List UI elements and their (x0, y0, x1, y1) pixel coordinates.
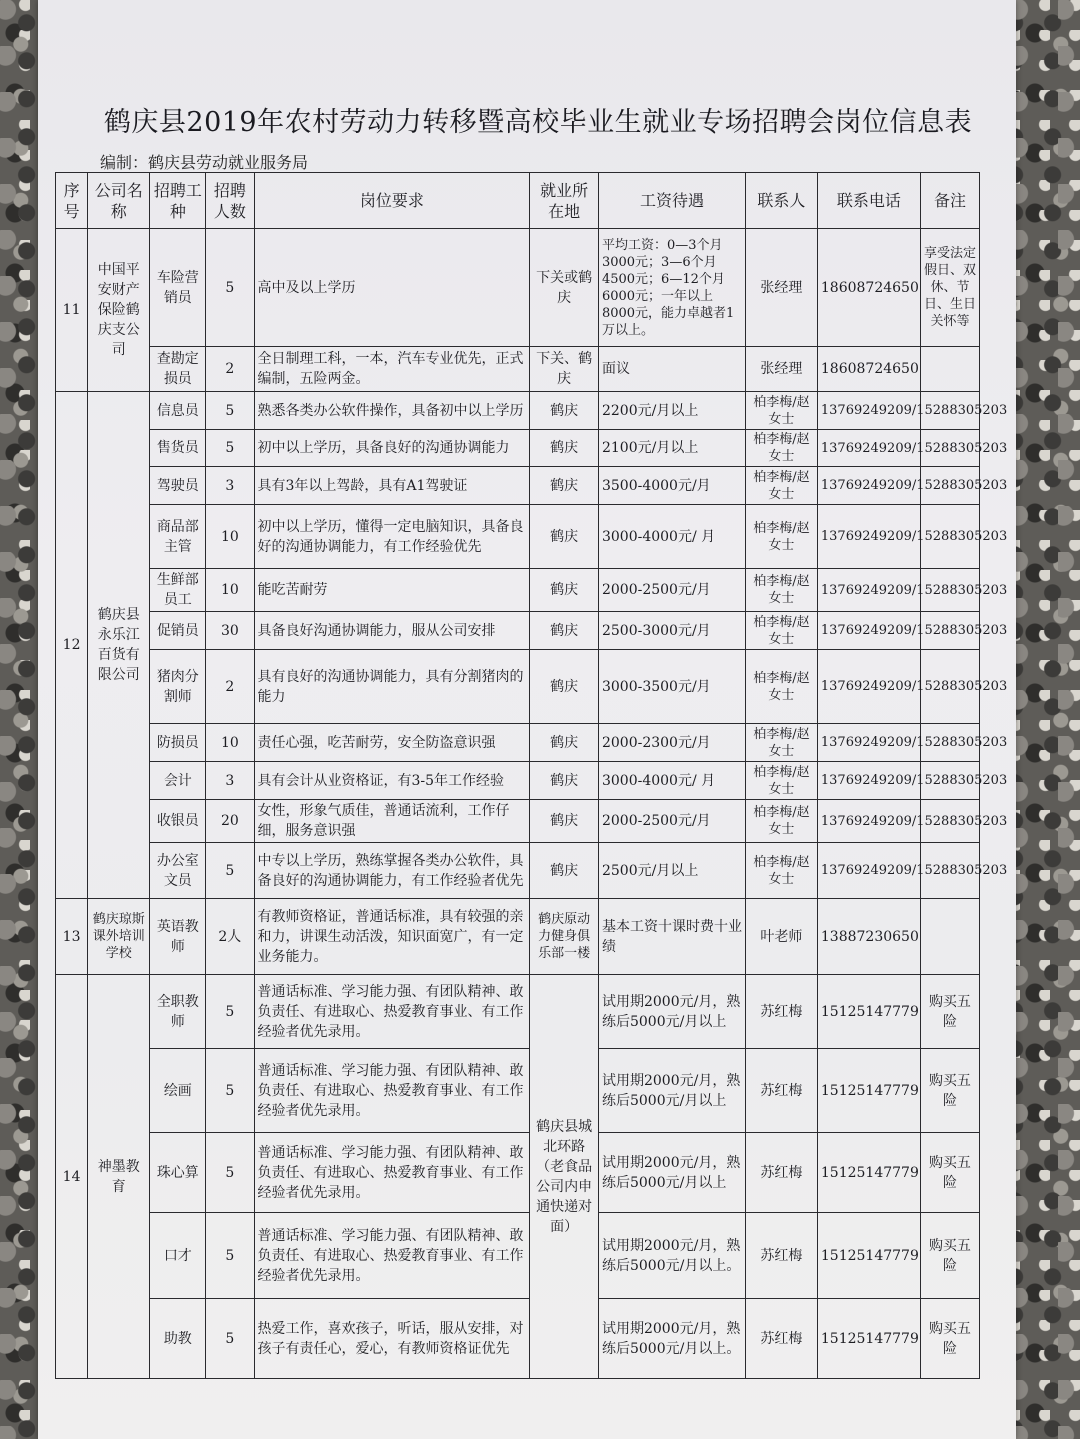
table-row (56, 899, 980, 975)
salary-cell: 2200元/月以上 (598, 392, 745, 430)
contact-cell: 柏李梅/赵女士 (745, 430, 817, 467)
phone-cell: 18608724650 (817, 229, 920, 347)
company-cell: 鹤庆县永乐江百货有限公司 (88, 392, 150, 899)
page-title: 鹤庆县2019年农村劳动力转移暨高校毕业生就业专场招聘会岗位信息表 (103, 107, 973, 138)
contact-cell: 柏李梅/赵女士 (745, 843, 817, 899)
phone-cell: 13769249209/15288305203 (817, 569, 920, 612)
requirement-cell: 初中以上学历，具备良好的沟通协调能力 (254, 430, 530, 467)
count-cell: 5 (206, 1133, 254, 1213)
requirement-cell: 具有3年以上驾龄，具有A1驾驶证 (254, 467, 530, 505)
requirement-cell: 熟悉各类办公软件操作，具备初中以上学历 (254, 392, 530, 430)
phone-cell: 13769249209/15288305203 (817, 650, 920, 724)
position-cell: 珠心算 (150, 1133, 206, 1213)
phone-cell: 15125147779 (817, 1133, 920, 1213)
count-cell: 5 (206, 1299, 254, 1379)
location-cell: 鹤庆 (530, 843, 599, 899)
contact-cell: 苏红梅 (745, 975, 817, 1049)
salary-cell: 面议 (598, 347, 745, 392)
phone-cell: 13769249209/15288305203 (817, 843, 920, 899)
count-cell: 5 (206, 392, 254, 430)
requirement-cell: 具备良好沟通协调能力，服从公司安排 (254, 612, 530, 650)
header-note: 备注 (920, 173, 979, 229)
requirement-cell: 具有良好的沟通协调能力，具有分割猪肉的能力 (254, 650, 530, 724)
position-cell: 促销员 (150, 612, 206, 650)
phone-cell: 13769249209/15288305203 (817, 724, 920, 762)
salary-cell: 基本工资十课时费十业绩 (598, 899, 745, 975)
header-salary: 工资待遇 (598, 173, 745, 229)
seq-cell: 13 (56, 899, 88, 975)
location-cell: 鹤庆 (530, 392, 599, 430)
phone-cell: 15125147779 (817, 1213, 920, 1299)
requirement-cell: 普通话标准、学习能力强、有团队精神、敢负责任、有进取心、热爱教育事业、有工作经验者优先录用。 (254, 1213, 530, 1299)
contact-cell: 叶老师 (745, 899, 817, 975)
contact-cell: 柏李梅/赵女士 (745, 612, 817, 650)
contact-cell: 柏李梅/赵女士 (745, 724, 817, 762)
company-cell: 神墨教育 (88, 975, 150, 1379)
phone-cell: 13769249209/15288305203 (817, 762, 920, 800)
position-cell: 商品部主管 (150, 505, 206, 569)
requirement-cell: 能吃苦耐劳 (254, 569, 530, 612)
location-cell: 鹤庆 (530, 467, 599, 505)
table-row (56, 762, 980, 800)
count-cell: 2 (206, 347, 254, 392)
location-cell: 鹤庆 (530, 724, 599, 762)
position-cell: 猪肉分割师 (150, 650, 206, 724)
salary-cell: 试用期2000元/月，熟练后5000元/月以上。 (598, 1213, 745, 1299)
header-seq: 序号 (56, 173, 88, 229)
header-contact: 联系人 (745, 173, 817, 229)
phone-cell: 13769249209/15288305203 (817, 392, 920, 430)
count-cell: 30 (206, 612, 254, 650)
position-cell: 信息员 (150, 392, 206, 430)
position-cell: 收银员 (150, 800, 206, 843)
note-cell (920, 899, 979, 975)
contact-cell: 柏李梅/赵女士 (745, 467, 817, 505)
note-cell: 购买五险 (920, 1213, 979, 1299)
requirement-cell: 女性，形象气质佳，普通话流利，工作仔细，服务意识强 (254, 800, 530, 843)
table-row (56, 505, 980, 569)
position-cell: 全职教师 (150, 975, 206, 1049)
phone-cell: 15125147779 (817, 1299, 920, 1379)
position-cell: 绘画 (150, 1049, 206, 1133)
table-row (56, 800, 980, 843)
count-cell: 3 (206, 467, 254, 505)
location-cell: 鹤庆 (530, 650, 599, 724)
seq-cell: 14 (56, 975, 88, 1379)
location-cell: 鹤庆 (530, 569, 599, 612)
phone-cell: 15125147779 (817, 1049, 920, 1133)
salary-cell: 平均工资：0—3个月3000元；3—6个月4500元；6—12个月6000元；一年以上8000元，能力卓越者1万以上。 (598, 229, 745, 347)
header-requirement: 岗位要求 (254, 173, 530, 229)
count-cell: 10 (206, 505, 254, 569)
salary-cell: 试用期2000元/月，熟练后5000元/月以上。 (598, 1299, 745, 1379)
salary-cell: 试用期2000元/月，熟练后5000元/月以上 (598, 975, 745, 1049)
contact-cell: 柏李梅/赵女士 (745, 392, 817, 430)
note-cell: 享受法定假日、双休、节日、生日关怀等 (920, 229, 979, 347)
table-row (56, 430, 980, 467)
requirement-cell: 有教师资格证，普通话标准，具有较强的亲和力，讲课生动活泼，知识面宽广，有一定业务能力。 (254, 899, 530, 975)
location-cell: 鹤庆原动力健身俱乐部一楼 (530, 899, 599, 975)
table-row (56, 1213, 980, 1299)
count-cell: 5 (206, 229, 254, 347)
salary-cell: 3500-4000元/月 (598, 467, 745, 505)
seq-cell: 12 (56, 392, 88, 899)
note-cell: 购买五险 (920, 1299, 979, 1379)
requirement-cell: 普通话标准、学习能力强、有团队精神、敢负责任、有进取心、热爱教育事业、有工作经验者优先录用。 (254, 1133, 530, 1213)
seq-cell: 11 (56, 229, 88, 392)
count-cell: 20 (206, 800, 254, 843)
requirement-cell: 中专以上学历，熟练掌握各类办公软件，具备良好的沟通协调能力，有工作经验者优先 (254, 843, 530, 899)
contact-cell: 苏红梅 (745, 1133, 817, 1213)
header-location: 就业所在地 (530, 173, 599, 229)
table-row (56, 612, 980, 650)
table-row (56, 975, 980, 1049)
location-cell: 鹤庆 (530, 800, 599, 843)
location-cell: 下关、鹤庆 (530, 347, 599, 392)
phone-cell: 13769249209/15288305203 (817, 505, 920, 569)
phone-cell: 13769249209/15288305203 (817, 800, 920, 843)
position-cell: 驾驶员 (150, 467, 206, 505)
salary-cell: 2100元/月以上 (598, 430, 745, 467)
requirement-cell: 热爱工作，喜欢孩子，听话，服从安排，对孩子有责任心，爱心，有教师资格证优先 (254, 1299, 530, 1379)
company-cell: 中国平安财产保险鹤庆支公司 (88, 229, 150, 392)
phone-cell: 13769249209/15288305203 (817, 612, 920, 650)
count-cell: 3 (206, 762, 254, 800)
contact-cell: 张经理 (745, 347, 817, 392)
position-cell: 办公室文员 (150, 843, 206, 899)
table-row (56, 229, 980, 347)
salary-cell: 3000-3500元/月 (598, 650, 745, 724)
location-cell: 鹤庆 (530, 612, 599, 650)
note-cell (920, 347, 979, 392)
header-position: 招聘工种 (150, 173, 206, 229)
location-cell: 鹤庆 (530, 430, 599, 467)
position-cell: 售货员 (150, 430, 206, 467)
position-cell: 防损员 (150, 724, 206, 762)
position-cell: 查勘定损员 (150, 347, 206, 392)
count-cell: 10 (206, 724, 254, 762)
contact-cell: 张经理 (745, 229, 817, 347)
requirement-cell: 全日制理工科，一本，汽车专业优先，正式编制，五险两金。 (254, 347, 530, 392)
requirement-cell: 责任心强，吃苦耐劳，安全防盗意识强 (254, 724, 530, 762)
phone-cell: 13887230650 (817, 899, 920, 975)
table-row (56, 1133, 980, 1213)
count-cell: 5 (206, 975, 254, 1049)
header-count: 招聘人数 (206, 173, 254, 229)
salary-cell: 试用期2000元/月，熟练后5000元/月以上 (598, 1133, 745, 1213)
count-cell: 10 (206, 569, 254, 612)
salary-cell: 2500元/月以上 (598, 843, 745, 899)
table-row (56, 467, 980, 505)
contact-cell: 柏李梅/赵女士 (745, 762, 817, 800)
note-cell: 购买五险 (920, 1049, 979, 1133)
table-row (56, 347, 980, 392)
position-cell: 英语教师 (150, 899, 206, 975)
location-cell: 鹤庆 (530, 762, 599, 800)
note-cell: 购买五险 (920, 975, 979, 1049)
position-cell: 会计 (150, 762, 206, 800)
requirement-cell: 具有会计从业资格证，有3-5年工作经验 (254, 762, 530, 800)
requirement-cell: 初中以上学历，懂得一定电脑知识，具备良好的沟通协调能力，有工作经验优先 (254, 505, 530, 569)
position-cell: 车险营销员 (150, 229, 206, 347)
count-cell: 2人 (206, 899, 254, 975)
header-phone: 联系电话 (817, 173, 920, 229)
location-cell: 鹤庆 (530, 505, 599, 569)
salary-cell: 2000-2500元/月 (598, 569, 745, 612)
salary-cell: 试用期2000元/月，熟练后5000元/月以上 (598, 1049, 745, 1133)
position-cell: 助教 (150, 1299, 206, 1379)
phone-cell: 18608724650 (817, 347, 920, 392)
note-cell: 购买五险 (920, 1133, 979, 1213)
salary-cell: 3000-4000元/ 月 (598, 505, 745, 569)
company-cell: 鹤庆琼斯课外培训学校 (88, 899, 150, 975)
contact-cell: 柏李梅/赵女士 (745, 650, 817, 724)
salary-cell: 2000-2300元/月 (598, 724, 745, 762)
table-row (56, 1049, 980, 1133)
requirement-cell: 普通话标准、学习能力强、有团队精神、敢负责任、有进取心、热爱教育事业、有工作经验者优先录用。 (254, 975, 530, 1049)
salary-cell: 2500-3000元/月 (598, 612, 745, 650)
phone-cell: 13769249209/15288305203 (817, 467, 920, 505)
contact-cell: 苏红梅 (745, 1213, 817, 1299)
count-cell: 5 (206, 1049, 254, 1133)
count-cell: 2 (206, 650, 254, 724)
count-cell: 5 (206, 1213, 254, 1299)
phone-cell: 15125147779 (817, 975, 920, 1049)
header-row (56, 173, 980, 229)
table-row (56, 843, 980, 899)
table-row (56, 650, 980, 724)
location-cell: 下关或鹤庆 (530, 229, 599, 347)
position-cell: 生鲜部员工 (150, 569, 206, 612)
contact-cell: 柏李梅/赵女士 (745, 569, 817, 612)
table-row (56, 1299, 980, 1379)
contact-cell: 苏红梅 (745, 1299, 817, 1379)
table-row (56, 569, 980, 612)
compiler-line: 编制：鹤庆县劳动就业服务局 (100, 153, 309, 172)
phone-cell: 13769249209/15288305203 (817, 430, 920, 467)
position-cell: 口才 (150, 1213, 206, 1299)
requirement-cell: 高中及以上学历 (254, 229, 530, 347)
requirement-cell: 普通话标准、学习能力强、有团队精神、敢负责任、有进取心、热爱教育事业、有工作经验者优先录用。 (254, 1049, 530, 1133)
contact-cell: 柏李梅/赵女士 (745, 800, 817, 843)
count-cell: 5 (206, 843, 254, 899)
contact-cell: 柏李梅/赵女士 (745, 505, 817, 569)
table-row (56, 724, 980, 762)
header-company: 公司名称 (88, 173, 150, 229)
location-cell: 鹤庆县城北环路（老食品公司内申通快递对面） (530, 975, 599, 1379)
contact-cell: 苏红梅 (745, 1049, 817, 1133)
job-table (55, 172, 1008, 1379)
table-row (56, 392, 980, 430)
salary-cell: 2000-2500元/月 (598, 800, 745, 843)
salary-cell: 3000-4000元/ 月 (598, 762, 745, 800)
count-cell: 5 (206, 430, 254, 467)
